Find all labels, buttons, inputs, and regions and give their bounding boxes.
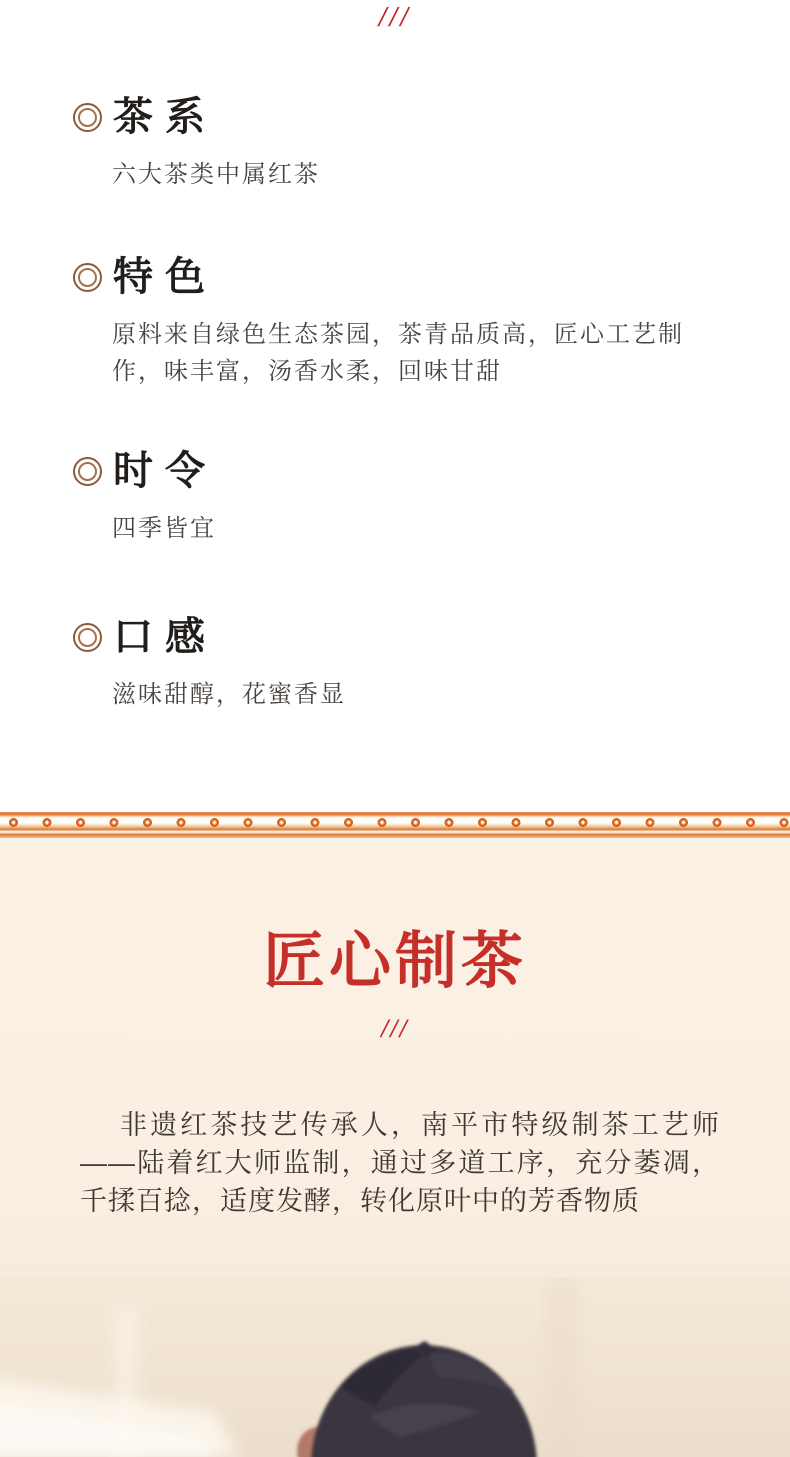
- spec-body-text: 六大茶类中属红茶: [112, 161, 320, 188]
- bullseye-icon: [73, 623, 102, 652]
- craft-paragraph: 非遗红茶技艺传承人，南平市特级制茶工艺师——陆着红大师监制，通过多道工序，充分萎凋，千揉百捻，适度发酵，转化原叶中的芳香物质: [80, 1110, 720, 1216]
- spec-heading-row: [73, 616, 740, 658]
- slashes-decoration-icon: ///: [381, 1014, 409, 1043]
- tea-master-photo-illustration: [0, 1277, 790, 1457]
- craft-section: [0, 838, 790, 1457]
- bullseye-icon: [73, 263, 102, 292]
- slashes-decoration-icon: ///: [378, 2, 412, 33]
- bullseye-icon: [73, 457, 102, 486]
- spec-section-season: [73, 450, 740, 547]
- tea-master-photo: [0, 1277, 790, 1457]
- spec-body-text: 原料来自绿色生态茶园，茶青品质高，匠心工艺制作，味丰富，汤香水柔，回味甘甜: [112, 321, 684, 385]
- spec-title: 茶 系: [113, 94, 206, 139]
- spec-section-taste: [73, 616, 740, 713]
- spec-section-tea-type: [73, 96, 740, 193]
- spec-heading-row: [73, 96, 740, 138]
- spec-title: 时 令: [113, 448, 206, 493]
- spec-title: 口 感: [113, 614, 206, 659]
- spec-section-features: [73, 256, 740, 390]
- spec-body-text: 四季皆宜: [112, 515, 216, 542]
- blurred-background-band: [545, 1277, 579, 1457]
- craft-section-title: 匠心制茶: [262, 928, 527, 996]
- copper-rivet-divider: [0, 812, 790, 838]
- bullseye-icon: [73, 103, 102, 132]
- spec-heading-row: [73, 450, 740, 492]
- spec-heading-row: [73, 256, 740, 298]
- spec-body-text: 滋味甜醇，花蜜香显: [112, 681, 346, 708]
- spec-title: 特 色: [113, 254, 206, 299]
